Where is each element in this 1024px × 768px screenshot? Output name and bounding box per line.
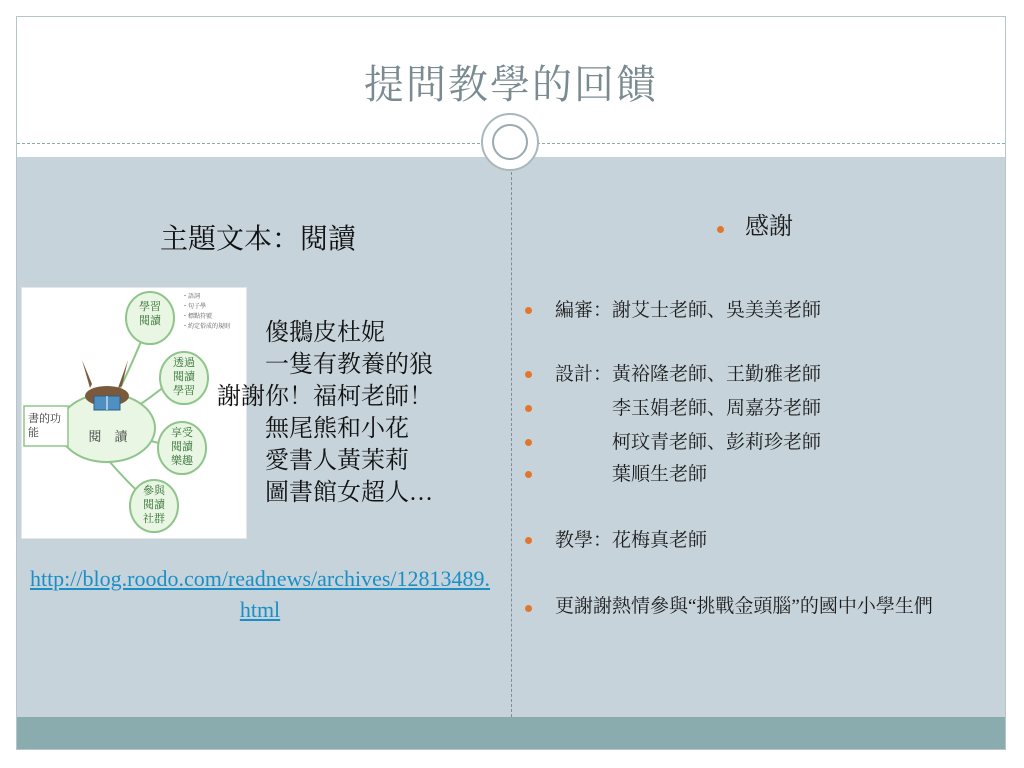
left-heading: 主題文本：閱讀: [159, 224, 356, 255]
blog-link[interactable]: http://blog.roodo.com/readnews/archives/12813489.html: [29, 566, 491, 622]
mindmap-note: ・語詞: [182, 293, 201, 300]
mindmap-labels: [22, 288, 246, 538]
book-title: 謝謝你！福柯老師！: [217, 384, 433, 410]
slide-title: 提問教學的回饋: [364, 62, 658, 107]
slide: [16, 16, 1006, 750]
book-title: 傻鵝皮杜妮: [265, 320, 385, 346]
bullet-dot: [525, 439, 532, 446]
bullet-dot: [525, 471, 532, 478]
bullet-dot: [525, 307, 532, 314]
mindmap-node-label: 學習閱讀: [139, 300, 161, 327]
bullet-dot: [525, 371, 532, 378]
title-circle-inner: [492, 124, 528, 160]
mindmap-node-label: 透過閱讀學習: [173, 356, 195, 397]
title-circle-ornament: [481, 113, 539, 171]
mindmap-side-label: 書的功能: [28, 412, 61, 439]
mindmap-note: ・約定俗成的規則: [182, 323, 231, 330]
mindmap-note: ・標點符號: [182, 313, 213, 320]
book-title: 一隻有教養的狼: [265, 352, 433, 378]
reading-mindmap-image: [21, 287, 247, 539]
footer-band: [17, 717, 1005, 750]
book-title: 無尾熊和小花: [265, 416, 409, 442]
mindmap-node-label: 參與閱讀社群: [143, 484, 165, 525]
bullet-dot: [525, 605, 532, 612]
mindmap-node-label: 享受閱讀樂趣: [171, 426, 193, 467]
bullet-dot: [717, 226, 724, 233]
bullet-dot: [525, 405, 532, 412]
mindmap-center-label: 閱 讀: [88, 430, 128, 445]
content-area: 主題文本：閱讀 閱 讀 書的功能 學習閱讀 透過閱讀學習 享受閱讀樂趣 參與閱讀社群 ・語詞 ・句子學 ・標點符號 ・約定俗成的規則 傻鵝皮杜妮 一隻有教養的狼 謝謝你！福柯老師！ 無尾熊和小花 愛書人黃茉莉 圖書館女超人… http://blog.roodo.com/readnews/archives/12813489.html 感謝 編審：謝艾士老師、吳美美老師 設計：黃裕隆老師、王勤雅老師 李玉娟老師、周嘉芬老師 柯玟青老師、彭莉珍老師 葉順生老師 教學：花梅真老師 更謝謝熱情參與“挑戰金頭腦”的國中小學生們: [17, 157, 1005, 717]
book-list: [217, 317, 485, 509]
book-title: 圖書館女超人…: [265, 480, 433, 506]
bullet-dot: [525, 537, 532, 544]
book-title: 愛書人黃茉莉: [265, 448, 409, 474]
column-divider: [511, 157, 512, 717]
thanks-text: 感謝: [745, 214, 793, 240]
mindmap-note: ・句子學: [182, 303, 207, 310]
